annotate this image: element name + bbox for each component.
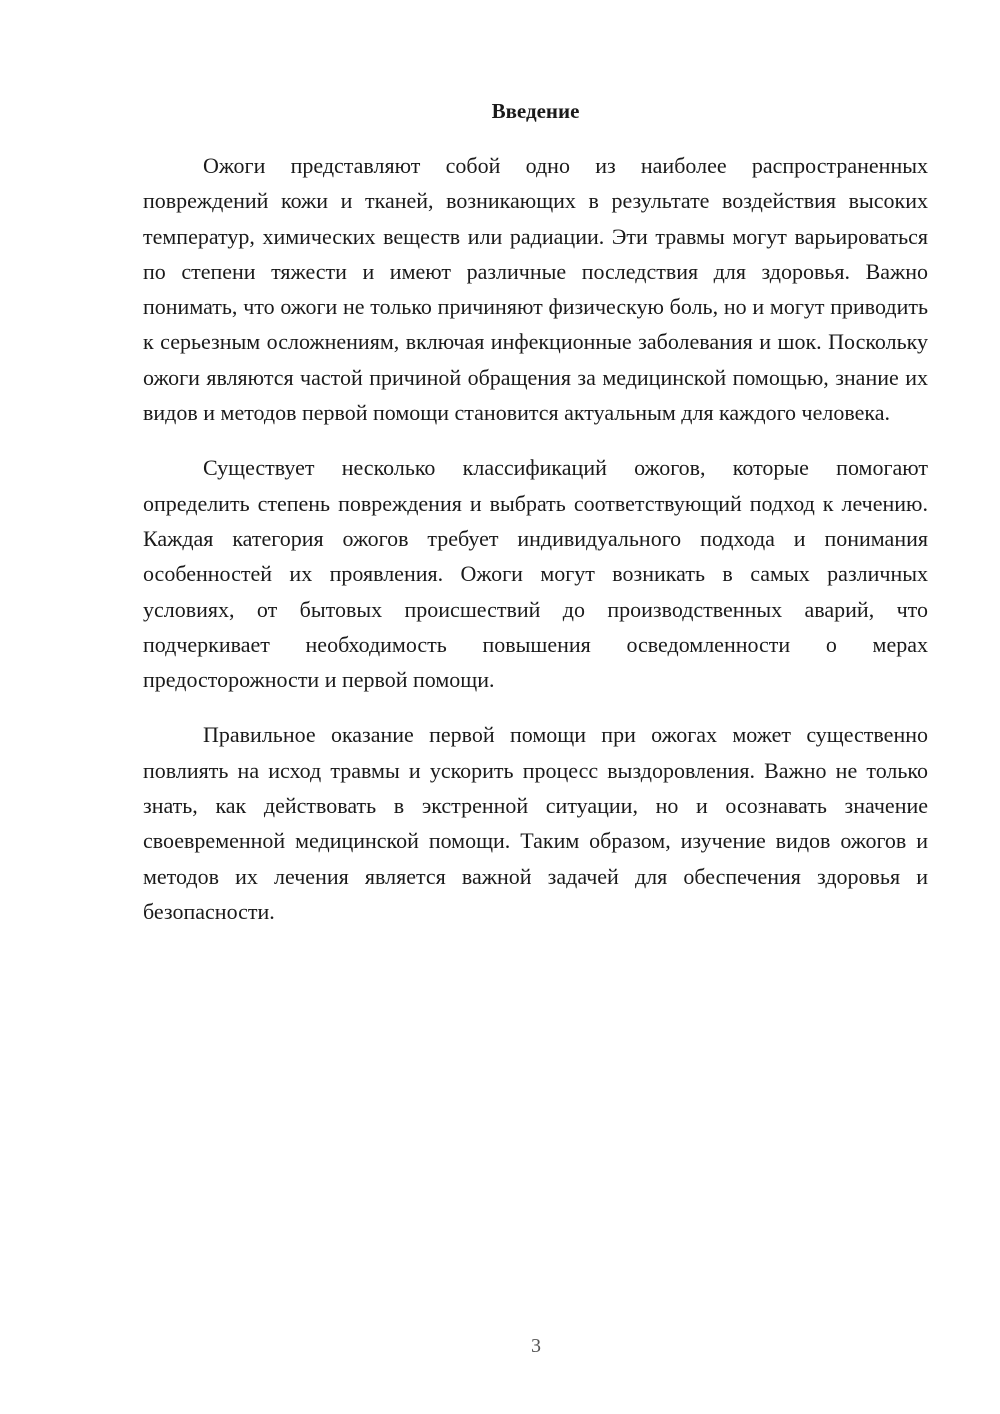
page-number: 3 [531, 1335, 541, 1357]
paragraph-1: Ожоги представляют собой одно из наиболее распространенных повреждений кожи и тканей, возникающих в результате воздействия высоких температур, химических веществ или радиации. Эти травмы могут варьироваться по степени тяжести и имеют различные последствия для здоровья. Важно понимать, что ожоги не только причиняют физическую боль, но и могут приводить к серьезным осложнениям, включая инфекционные заболевания и шок. Поскольку ожоги являются частой причиной обращения за медицинской помощью, знание их видов и методов первой помощи становится актуальным для каждого человека. [143, 153, 928, 426]
section-heading: Введение [491, 99, 580, 123]
page-content [143, 96, 928, 949]
paragraph-3: Правильное оказание первой помощи при ожогах может существенно повлиять на исход травмы и ускорить процесс выздоровления. Важно не только знать, как действовать в экстренной ситуации, но и осознавать значение своевременной медицинской помощи. Таким образом, изучение видов ожогов и методов их лечения является важной задачей для обеспечения здоровья и безопасности. [143, 722, 928, 924]
paragraph-2: Существует несколько классификаций ожогов, которые помогают определить степень повреждения и выбрать соответствующий подход к лечению. Каждая категория ожогов требует индивидуального подхода и понимания особенностей их проявления. Ожоги могут возникать в самых различных условиях, от бытовых происшествий до производственных аварий, что подчеркивает необходимость повышения осведомленности о мерах предосторожности и первой помощи. [143, 455, 928, 693]
